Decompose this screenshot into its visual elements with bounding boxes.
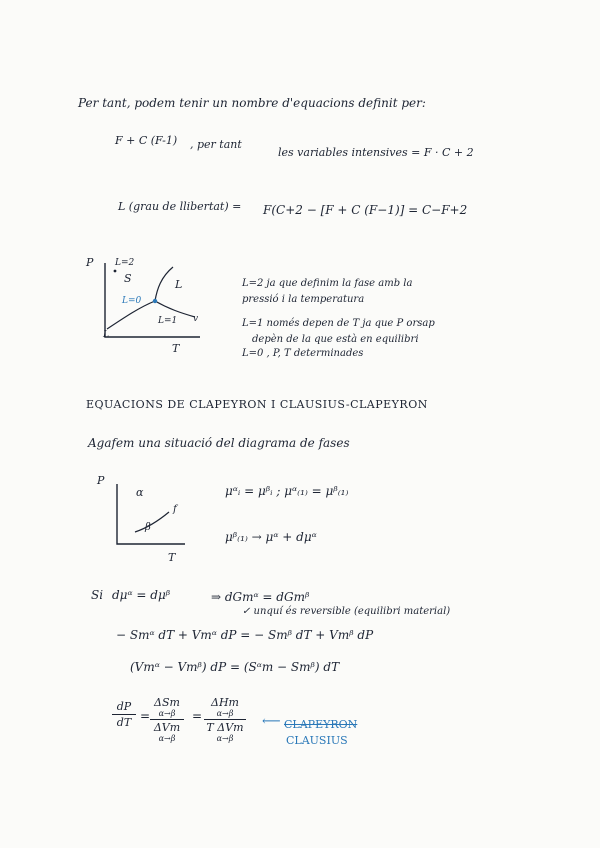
- diagram2-axis-t: T: [168, 551, 176, 564]
- freedom-label: L (grau de llibertat) =: [118, 200, 242, 213]
- delta-vm: ΔVm: [153, 721, 181, 734]
- note-l1-line2: depèn de la que està en equilibri: [252, 334, 419, 345]
- freedom-formula: F(C+2 − [F + C (F−1)] = C−F+2: [263, 203, 468, 217]
- phase-diagram-1: [85, 255, 225, 355]
- diagram2-curve-f: f: [173, 504, 177, 515]
- equals-sign-1: =: [140, 709, 151, 723]
- reversibility-note: ✓ unquí és reversible (equilibri material): [242, 606, 451, 617]
- diagram2-phase-beta: β: [145, 522, 151, 533]
- equation-count: F + C (F-1): [115, 134, 178, 147]
- diagram1-label-l1: L=1: [158, 316, 178, 326]
- dt-denominator: dT: [116, 716, 132, 729]
- diagram1-phase-l: L: [175, 278, 183, 291]
- equation-count-connector: , per tant: [190, 138, 242, 151]
- delta-sm: ΔSm: [154, 696, 180, 709]
- delta-sm-subscript: α→β: [158, 709, 176, 718]
- note-l1-line1: L=1 només depen de T ja que P orsap: [242, 318, 435, 329]
- phase-situation-line: Agafem una situació del diagrama de fases: [88, 436, 350, 450]
- delta-vm-subscript: α→β: [158, 734, 176, 743]
- diagram1-label-l0: L=0: [122, 296, 142, 306]
- diagram1-phase-v: v: [193, 314, 199, 324]
- diagram1-label-l2: L=2: [115, 258, 135, 268]
- dp-dt-fraction: [112, 700, 136, 729]
- clausius-label: CLAUSIUS: [286, 734, 348, 747]
- diagram2-axis-p: P: [97, 474, 105, 487]
- dp-numerator: dP: [116, 700, 132, 713]
- clapeyron-label: CLAPEYRON: [284, 718, 358, 731]
- equals-sign-2: =: [192, 709, 203, 723]
- note-l2-line1: L=2 ja que definim la fase amb la: [242, 278, 413, 289]
- note-l0: L=0 , P, T determinades: [242, 348, 364, 359]
- si-label: Si: [91, 588, 104, 602]
- note-l2-line2: pressió i la temperatura: [242, 294, 365, 305]
- phase-diagram-2: [95, 478, 195, 553]
- entropy-volume-fraction: [150, 696, 184, 743]
- diagram2-phase-alpha: α: [136, 486, 144, 499]
- chem-potential-equality: μᵅᵢ = μᵝᵢ ; μᵅ₍₁₎ = μᵝ₍₁₎: [225, 484, 349, 498]
- arrow-left-icon: ⟵: [262, 714, 281, 729]
- t-delta-vm-subscript: α→β: [216, 734, 234, 743]
- section-heading: EQUACIONS DE CLAPEYRON I CLAUSIUS-CLAPEYRON: [86, 398, 428, 411]
- volume-entropy-equation: (Vmᵅ − Vmᵝ) dP = (Sᵅm − Smᵝ) dT: [130, 660, 340, 674]
- entropy-equation: − Smᵅ dT + Vmᵅ dP = − Smᵝ dT + Vmᵝ dP: [116, 628, 374, 642]
- si-equation: dμᵅ = dμᵝ: [112, 588, 171, 602]
- intro-line: Per tant, podem tenir un nombre d'equacions definit per:: [78, 96, 426, 110]
- t-delta-vm: T ΔVm: [206, 721, 244, 734]
- diagram1-axis-p: P: [86, 256, 94, 269]
- diagram1-phase-s: S: [124, 272, 132, 285]
- intensive-variables: les variables intensives = F · C + 2: [278, 146, 474, 159]
- diagram1-label-tl: L: [103, 330, 109, 340]
- delta-hm: ΔHm: [211, 696, 239, 709]
- gibbs-equality: ⇒ dGmᵅ = dGmᵝ: [211, 590, 310, 604]
- delta-hm-subscript: α→β: [216, 709, 234, 718]
- chem-potential-increment: μᵝ₍₁₎ → μᵅ + dμᵅ: [225, 530, 317, 544]
- diagram1-axis-t: T: [172, 342, 180, 355]
- enthalpy-fraction: [204, 696, 246, 743]
